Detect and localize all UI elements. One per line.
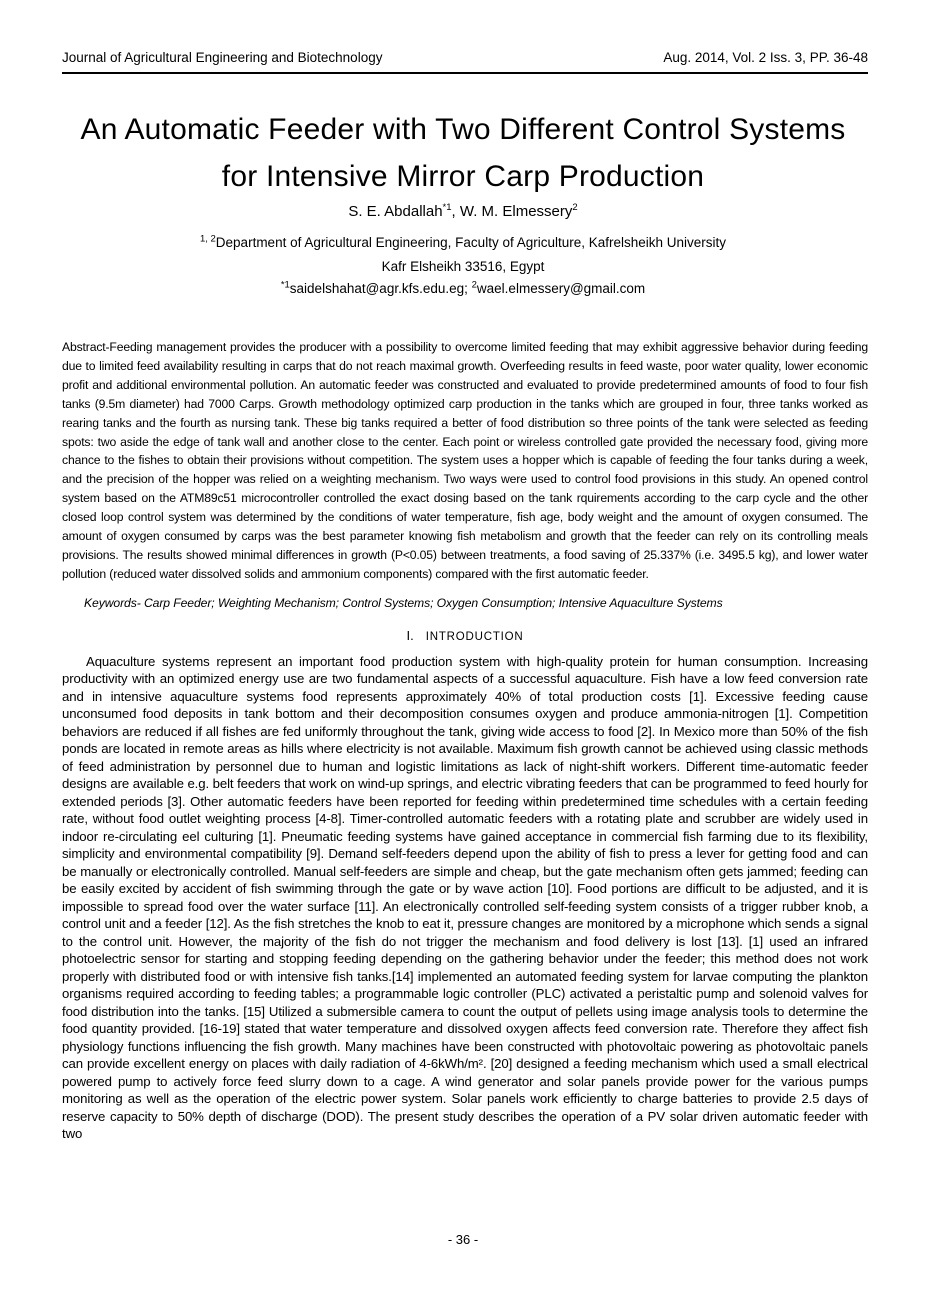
affiliation-line-1: [0, 235, 926, 250]
paper-title: An Automatic Feeder with Two Different Control Systems for Intensive Mirror Carp Production: [80, 113, 846, 193]
author-2-superscript: 2: [572, 202, 578, 213]
author-2: W. M. Elmessery: [459, 203, 573, 220]
keywords-line: Keywords- Carp Feeder; Weighting Mechanism; Control Systems; Oxygen Consumption; Intensive Aquaculture Systems: [84, 595, 723, 610]
emails-line: [0, 281, 926, 296]
author-1: S. E. Abdallah: [348, 203, 443, 220]
page-number: - 36 -: [447, 1232, 479, 1247]
title-block: [0, 106, 926, 200]
issue-info: Aug. 2014, Vol. 2 Iss. 3, PP. 36-48: [663, 50, 868, 65]
authors-line: [0, 203, 926, 220]
email-2: wael.elmessery@gmail.com: [476, 281, 646, 296]
email-1-superscript: *1: [280, 279, 290, 291]
affiliation-text: Department of Agricultural Engineering, Faculty of Agriculture, Kafrelsheikh University: [215, 235, 727, 250]
email-1: saidelshahat@agr.kfs.edu.eg;: [289, 281, 472, 296]
introduction-paragraph: Aquaculture systems represent an important food production system with high-quality protein for human consumption. Increasing productivity with an optimized energy use are two fundamental aspects of a successful aquaculture. Fish have a low feed conversion rate and in intensive aquaculture systems food represents approximately 40% of total production costs [1]. Excessive feeding cause unconsumed food deposits in tank bottom and their decomposition consumes oxygen and produce ammonia-nitrogen [1]. Competition behaviors are reduced if all fishes are fed uniformly throughout the tank, giving wide access to food [2]. In Mexico more than 50% of the fish ponds are located in remote areas as hills where electricity is not available. Maximum fish growth cannot be achieved using classic methods of feed administration by personnel due to human and logistic limitations as lack of night-shift workers. Different time-automatic feeder designs are available e.g. belt feeders that work on wind-up springs, and electric vibrating feeders that can be programmed to feed hourly for extended periods [3]. Other automatic feeders have been reported for feeding within predetermined time schedules with a certain feeding rate, without food outlet weighting process [4-8]. Timer-controlled automatic feeders with a rotating plate and scrubber are widely used in indoor re-circulating eel culturing [1]. Pneumatic feeding systems have gained acceptance in commercial fish farming due to its flexibility, simplicity and environmental compatibility [9]. Demand self-feeders depend upon the ability of fish to press a lever for getting food and can be manually or electronically controlled. Manual self-feeders are simple and cheap, but the gate mechanism often gets jammed; feeding can be easily excited by accident of fish swimming through the gate or by wave action [10]. Food portions are difficult to be adjusted, and it is impossible to spread food over the water surface [11]. An electronically controlled self-feeding system consists of a trigger rubber knob, a control unit and a feeder [12]. As the fish stretches the knob to eat it, pressure changes are monitored by a microphone which sends a signal to the control unit. However, the majority of the fish do not trigger the mechanism and food delivery is lost [13]. [1] used an infrared photoelectric sensor for starting and stopping feeding depending on the gathering behavior under the feeder; this method does not work properly with distributed food or with intensive fish tanks.[14] implemented an automated feeding system for larvae computing the plankton organisms required according to feeding tables; a programmable logic controller (PLC) activated a peristaltic pump and solenoid valves for food distribution into the tanks. [15] Utilized a submersible camera to count the output of pellets using image analysis tools to determine the food quantity provided. [16-19] stated that water temperature and dissolved oxygen affects feed conversion rate. Therefore they affect fish physiology functions influencing the fish growth. Many machines have been constructed with photovoltaic powering as photovoltaic panels can provide excellent energy on places with daily radiation of 4-6kWh/m². [20] designed a feeding mechanism which used a small electrical powered pump to actively force feed slurry down to a cage. A wind generator and solar panels provide power for the various pumps monitoring as well as the operation of the electric power system. Solar panels work efficiently to charge batteries to provide 2.5 days of reserve capacity to 50% depth of discharge (DOD). The present study describes the operation of a PV solar driven automatic feeder with two: [62, 653, 868, 1142]
affiliation-superscript: 1, 2: [199, 233, 216, 245]
section-number: I.: [406, 627, 414, 643]
journal-name: Journal of Agricultural Engineering and Biotechnology: [62, 50, 383, 65]
page-footer: [0, 1232, 926, 1247]
author-1-superscript: *1: [442, 202, 452, 213]
author-separator: ,: [451, 203, 460, 220]
email-2-superscript: 2: [471, 279, 477, 291]
affiliation-line-2: [0, 259, 926, 274]
main-content: [62, 338, 868, 1143]
page-header: [62, 50, 868, 74]
abstract-paragraph: Abstract-Feeding management provides the producer with a possibility to overcome limited feeding that may exhibit aggressive behavior during feeding due to limited feed availability resulting in carps that do not reach maximal growth. Overfeeding results in feed waste, poor water quality, lower economic profit and additional environmental pollution. An automatic feeder was constructed and evaluated to provide predetermined amounts of food to four fish tanks (9.5m diameter) had 7000 Carps. Growth methodology optimized carp production in the tanks which are grouped in four, three tanks worked as rearing tanks and the fourth as nursing tank. These big tanks required a better of food distribution so three points of the tank were selected as feeding spots: two aside the edge of tank wall and another close to the center. Each point or wireless controlled gate provided the necessary food, giving more chance to the fishes to obtain their provisions without competition. The system uses a hopper which is capable of feeding the four tanks during a week, and the precision of the hopper was relied on a weighting mechanism. Two ways were used to control food provisions in this study. An opened control system based on the ATM89c51 microcontroller controlled the exact dosing based on the tank rquirements according to the carp cycle and the other closed loop control system was determined by the conditions of water temperature, fish age, body weight and the amount of oxygen consumed. The amount of oxygen consumed by carps was the best parameter knowing fish metabolism and growth that the feeder can rely on its controlling meals provisions. The results showed minimal differences in growth (P<0.05) between treatments, a food saving of 25.337% (i.e. 3495.5 kg), and lower water pollution (reduced water dissolved solids and ammonium components) compared with the first automatic feeder.: [62, 340, 868, 581]
section-heading-introduction: [62, 628, 868, 643]
section-title: INTRODUCTION: [425, 630, 524, 643]
affiliation-address: Kafr Elsheikh 33516, Egypt: [381, 259, 545, 274]
